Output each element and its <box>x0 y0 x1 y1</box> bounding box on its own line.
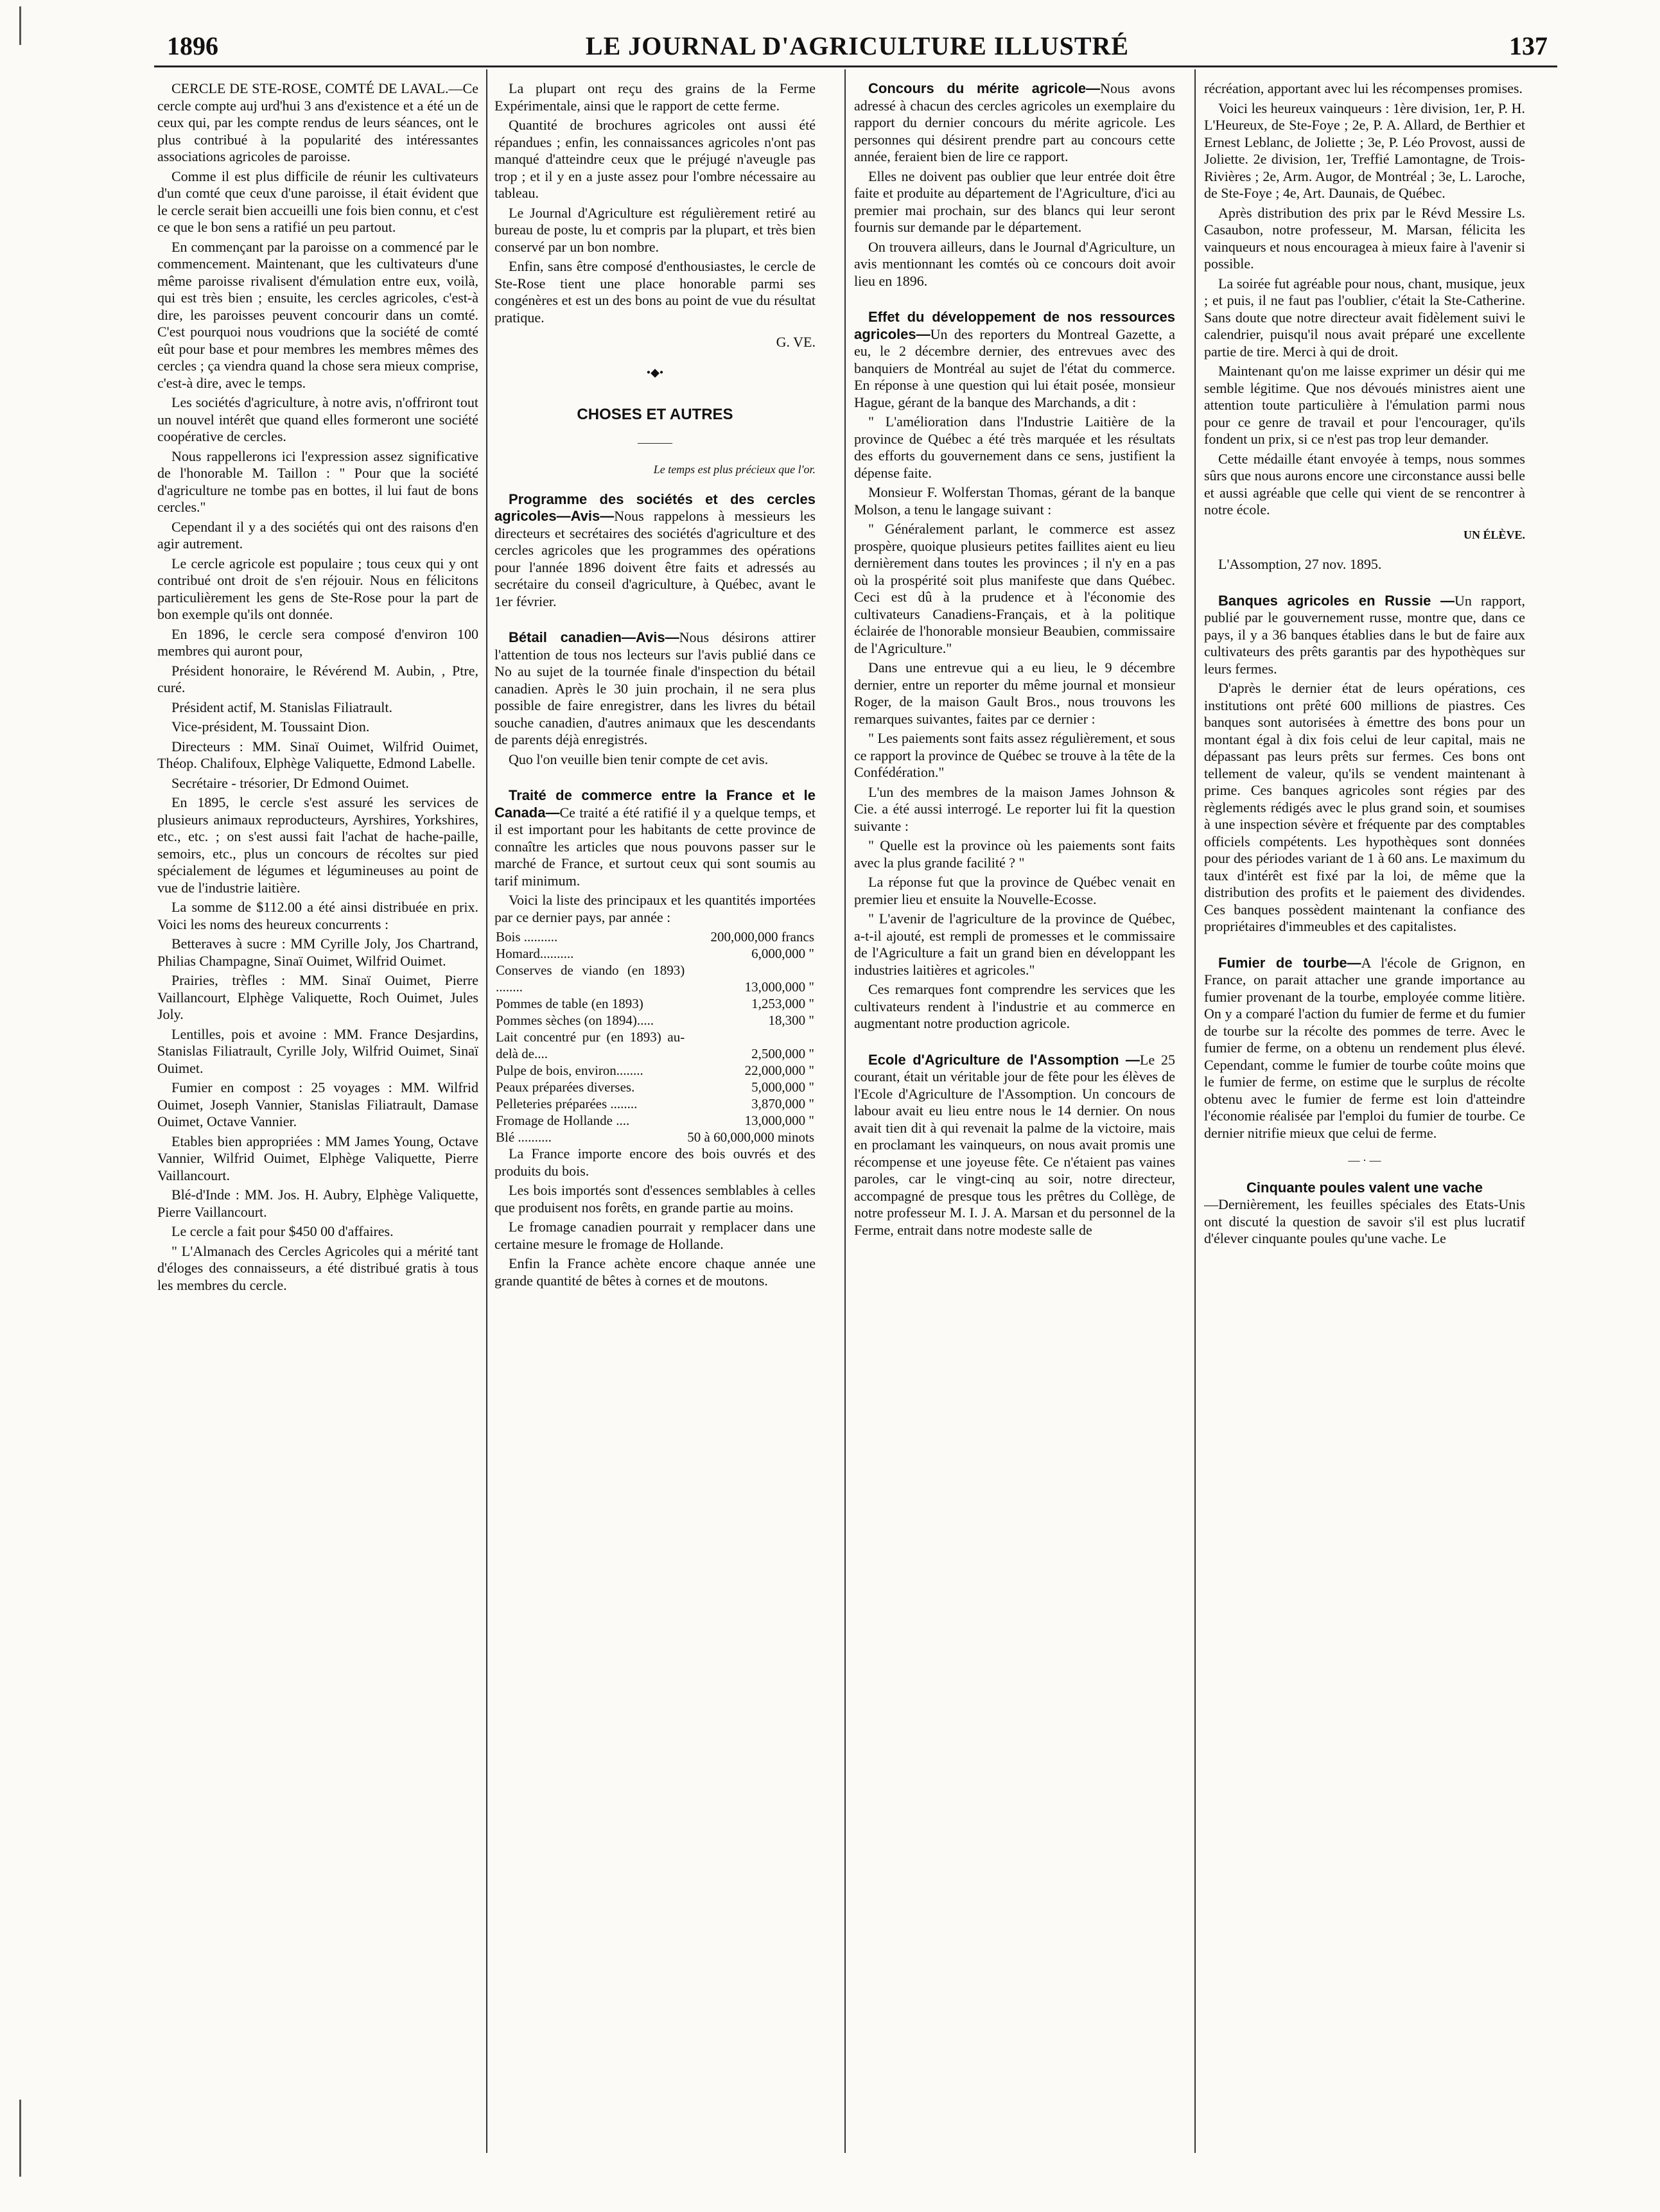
paragraph: Quantité de brochures agricoles ont aussi été répandues ; enfin, les connaissances agricoles n'ont pas manqué d'atteindre ceux que le préjugé n'aveugle pas trop ; et il y en a juste assez pour l'ombre nécessaire au tableau. <box>494 117 816 201</box>
paragraph: Enfin la France achète encore chaque année une grande quantité de bêtes à cornes et de moutons. <box>494 1255 816 1289</box>
paragraph: CERCLE DE STE-ROSE, COMTÉ DE LAVAL.—Ce cercle compte auj urd'hui 3 ans d'existence et a été un de ceux qui, par les compte rendus de leurs séances, ont le plus contribué à la popularité des intéressantes associations agricoles de paroisse. <box>157 80 478 164</box>
header-rule <box>154 65 1557 67</box>
paragraph: Lentilles, pois et avoine : MM. France Desjardins, Stanislas Filiatrault, Cyrille Joly, Wilfrid Ouimet, Sinaï Ouimet. <box>157 1025 478 1076</box>
import-item: Homard.......... <box>496 946 574 961</box>
signature: UN ÉLÈVE. <box>1463 528 1525 541</box>
imports-table <box>494 928 816 1145</box>
paragraph: Président actif, M. Stanislas Filiatrault. <box>171 699 393 715</box>
paragraph: Dans une entrevue qui a eu lieu, le 9 décembre dernier, entre un reporter du même journal et monsieur Roger, de la maison Gault Bros., nous trouvons les remarques suivantes, faites par ce dernier : <box>854 659 1175 727</box>
paragraph: Voici la liste des principaux et les quantités importées par ce dernier pays, par année : <box>494 892 816 925</box>
paragraph: La France importe encore des bois ouvrés et des produits du bois. <box>494 1145 816 1179</box>
import-value: 200,000,000 francs <box>710 929 814 945</box>
article-heading: Programme des sociétés et des cercles agricoles—Avis— <box>494 491 816 524</box>
paragraph: La plupart ont reçu des grains de la Ferme Expérimentale, ainsi que le rapport de cette ferme. <box>494 80 816 114</box>
paragraph: " L'avenir de l'agriculture de la province de Québec, a-t-il ajouté, est rempli de promesses et le commissaire de l'Agriculture a fait un grand bien en développant les industries laitières et agricoles." <box>854 910 1175 978</box>
paragraph: Comme il est plus difficile de réunir les cultivateurs d'un comté que ceux d'une paroisse, il était évident que le cercle serait bien accueilli une fois bien connu, et c'est ce que le bon sens a ratifié un peu partout. <box>157 168 478 235</box>
table-row <box>494 928 816 945</box>
import-item: Lait concentré pur (en 1893) au-delà de.... <box>496 1029 685 1061</box>
paragraph: Le fromage canadien pourrait y remplacer dans une certaine mesure le fromage de Hollande. <box>494 1219 816 1252</box>
article-heading: Concours du mérite agricole— <box>868 80 1101 96</box>
paragraph: Le 25 courant, était un véritable jour de fête pour les élèves de l'Ecole d'Agriculture de l'Assomption. Un concours de labour avait eu lieu entre nous le 14 dernier. On nous avait tien dit à qui revenait la palme de la victoire, mais en proclamant les vainqueurs, on nous avait promis une récompense et une joyeuse fête. Ce n'étaient pas vaines paroles, car le vingt-cinq au soir, notre directeur, accompagné de presque tous les prêtres du Collège, de notre professeur M. I. J. A. Marsan et du personnel de la Ferme, entrait dans notre modeste salle de <box>854 1051 1175 1238</box>
section-title: CHOSES ET AUTRES <box>577 406 733 423</box>
signature: G. VE. <box>776 334 816 350</box>
table-row <box>494 1129 816 1145</box>
table-row <box>494 945 816 962</box>
import-item: Pulpe de bois, environ........ <box>496 1063 643 1078</box>
paragraph: En 1896, le cercle sera composé d'environ 100 membres qui auront pour, <box>157 625 478 659</box>
import-item: Pelleteries préparées ........ <box>496 1096 638 1111</box>
ornament: •◆• <box>646 365 664 379</box>
paragraph: Betteraves à sucre : MM Cyrille Joly, Jos Chartrand, Philias Champagne, Sinaï Ouimet, Wilfrid Ouimet. <box>157 936 478 969</box>
paragraph: Le cercle agricole est populaire ; tous ceux qui y ont contribué ont droit de s'en réjouir. Nous en félicitons particulièrement les gens de Ste-Rose pour la part de bon exemple qu'ils ont donnée. <box>157 555 478 622</box>
paragraph: Les sociétés d'agriculture, à notre avis, n'offriront tout un nouvel intérêt que quand elles formeront une société coopérative de cercles. <box>157 394 478 444</box>
import-value: 2,500,000 " <box>751 1046 814 1061</box>
paragraph: En 1895, le cercle s'est assuré les services de plusieurs animaux reproducteurs, Ayrshires, Yorkshires, etc., etc. ; on s'est aussi fait l'achat de hache-paille, semoirs, etc., plus un concours de récoltes sur pied spécialement de légumes et légumineuses au point de vue de l'industrie laitière. <box>157 794 478 896</box>
paragraph: Fumier en compost : 25 voyages : MM. Wilfrid Ouimet, Joseph Vannier, Stanislas Filiatrault, Damase Ouimet, Octave Vannier. <box>157 1079 478 1129</box>
paragraph: Blé-d'Inde : MM. Jos. H. Aubry, Elphège Valiquette, Pierre Vaillancourt. <box>157 1187 478 1220</box>
margin-mark <box>19 6 21 45</box>
paragraph: " Généralement parlant, le commerce est assez prospère, quoique plusieurs petites faillites aient eu lieu dernièrement dans toutes les provinces ; il n'y en a pas où la prospérité soit plus manifeste que dans Québec. Ceci est dû à la prudence et à l'économie des cultivateurs Canadiens-Français, et à la politique éclairée de l'honorable monsieur Beaubien, commissaire de l'Agriculture." <box>854 521 1175 656</box>
paragraph: Président honoraire, le Révérend M. Aubin, , Ptre, curé. <box>157 662 478 695</box>
paragraph: D'après le dernier état de leurs opérations, ces institutions ont prêté 600 millions de piastres. Ces banques sont autorisées à émettre des bons pour un montant égal à dix fois celui de leur capital, mais ne dépassant pas leurs prêts sur fermes. Ces bons ont tellement de valeur, qu'ils se vendent maintenant à prime. Ces banques agricoles sont régies par des règlements rédigés avec le plus grand soin, et soumises à une inspection sévère et fréquente par des comptables officiels compétents. Les hypothèques sont données pour des périodes variant de 1 à 60 ans. Le maximum du taux d'intérêt est fixé par la loi, de même que la distribution des profits et le paiement des dividendes. Ces banques possèdent maintenant la confiance des propriétaires d'immeubles et des capitalistes. <box>1204 680 1525 934</box>
paragraph: A l'école de Grignon, en France, on parait attacher une grande importance au fumier provenant de la tourbe, employée comme litière. On y a comparé l'action du fumier de ferme et du fumier de tourbe sur la récolte des pommes de terre. Avec le fumier de ferme, on a obtenu un rendement plus élevé. Cependant, comme le fumier de tourbe coûte moins que le fumier de ferme, on estime que le surplus de récolte obtenu avec le fumier de ferme est loin d'atteindre l'économie réalisée par l'emploi du fumier de tourbe. Ce dernier nitrifie mieux que celui de ferme. <box>1204 954 1525 1141</box>
paragraph: Maintenant qu'on me laisse exprimer un désir qui me semble légitime. Que nos dévoués ministres aient une attention toute particulière à l'émulation parmi nous pour ce genre de travail et pour l'encourager, qu'ils fondent un prix, si ce n'est pas trop leur demander. <box>1204 363 1525 447</box>
table-row <box>494 1029 816 1062</box>
import-value: 5,000,000 " <box>751 1079 814 1095</box>
paragraph: " Les paiements sont faits assez régulièrement, et sous ce rapport la province de Québec se trouve à la tête de la Confédération." <box>854 730 1175 780</box>
article-heading: Traité de commerce entre la France et le Canada— <box>494 787 816 821</box>
table-row <box>494 1095 816 1112</box>
import-item: Peaux préparées diverses. <box>496 1079 635 1095</box>
paragraph: Vice-président, M. Toussaint Dion. <box>171 718 370 735</box>
paragraph: Cette médaille étant envoyée à temps, nous sommes sûrs que nous aurons encore une circonstance aussi belle et aussi agréable que celle qui vient de se rencontrer à notre école. <box>1204 450 1525 518</box>
paragraph: Elles ne doivent pas oublier que leur entrée doit être faite et produite au département de l'Agriculture, d'ici au premier mai prochain, sur des blancs qui leur seront fournis sur demande par le département. <box>854 168 1175 235</box>
paragraph: Ce traité a été ratifié il y a quelque temps, et il est important pour les habitants de cette province de connaître les articles que nous pouvons passer sur le marché de France, et surtout ceux qui sont soumis au tarif minimum. <box>494 804 816 889</box>
import-item: Bois .......... <box>496 929 558 945</box>
paragraph: La soirée fut agréable pour nous, chant, musique, jeux ; et puis, il ne faut pas l'oublier, c'était la Ste-Catherine. Sans doute que notre directeur avait fidèlement suivi le calendrier, puisqu'il nous avait préparé une excellente partie de tire. Merci à qui de droit. <box>1204 275 1525 360</box>
article-heading: Fumier de tourbe— <box>1218 954 1361 971</box>
paragraph: Prairies, trèfles : MM. Sinaï Ouimet, Pierre Vaillancourt, Elphège Valiquette, Roch Ouimet, Jules Joly. <box>157 972 478 1022</box>
paragraph: " L'Almanach des Cercles Agricoles qui a mérité tant d'éloges des connaisseurs, a été distribué gratis à tous les membres du cercle. <box>157 1242 478 1293</box>
table-row <box>494 995 816 1012</box>
header-title: LE JOURNAL D'AGRICULTURE ILLUSTRÉ <box>585 31 1130 60</box>
paragraph: Le Journal d'Agriculture est régulièrement retiré au bureau de poste, lu et compris par la plupart, et très bien conservé par un bon nombre. <box>494 204 816 255</box>
paragraph: Ces remarques font comprendre les services que les cultivateurs rendent à l'industrie et au commerce en augmentant notre production agricole. <box>854 981 1175 1031</box>
section-rule: — · — <box>1348 1154 1381 1167</box>
paragraph: Les bois importés sont d'essences semblables à celles que produisent nos forêts, en grande partie au moins. <box>494 1182 816 1215</box>
paragraph: Nous avons adressé à chacun des cercles agricoles un exemplaire du rapport du dernier concours du mérite agricole. Les personnes qui désirent prendre part au concours cette année, feraient bien de lire ce rapport. <box>854 80 1175 164</box>
margin-mark <box>19 2100 21 2177</box>
import-item: Pommes sèches (on 1894)..... <box>496 1013 654 1028</box>
header-year: 1896 <box>167 31 218 60</box>
table-row <box>494 1079 816 1095</box>
import-value: 6,000,000 " <box>751 946 814 961</box>
paragraph: Directeurs : MM. Sinaï Ouimet, Wilfrid Ouimet, Théop. Chalifoux, Elphège Valiquette, Edmond Labelle. <box>157 738 478 771</box>
import-value: 13,000,000 " <box>744 979 814 995</box>
page-header <box>167 26 1548 64</box>
column-3 <box>854 80 1175 2154</box>
import-value: 13,000,000 " <box>744 1113 814 1128</box>
paragraph: Voici les heureux vainqueurs : 1ère division, 1er, P. H. L'Heureux, de Ste-Foye ; 2e, P. A. Allard, de Berthier et Ernest Leblanc, de Joliette ; 3e, P. Léo Provost, aussi de Joliette. 2e division, 1er, Treffié Lamontagne, de Trois-Rivières ; 2e, Arm. Augor, de Montréal ; 3e, L. Laroche, de Ste-Foye ; 4e, Art. Daunais, de Québec. <box>1204 100 1525 201</box>
table-row <box>494 1062 816 1079</box>
paragraph: —Dernièrement, les feuilles spéciales des Etats-Unis ont discuté la question de savoir s'il est plus lucratif d'élever cinquante poules qu'une vache. Le <box>1204 1196 1525 1246</box>
dateline: L'Assomption, 27 nov. 1895. <box>1218 556 1382 572</box>
header-page-number: 137 <box>1509 31 1548 60</box>
paragraph: " Quelle est la province où les paiements sont faits avec la plus grande facilité ? " <box>854 837 1175 871</box>
column-divider <box>486 69 487 2153</box>
paragraph: On trouvera ailleurs, dans le Journal d'Agriculture, un avis mentionnant les comtés où ce concours doit avoir lieu en 1896. <box>854 238 1175 289</box>
paragraph: Nous rappelons à messieurs les directeurs et secrétaires des sociétés d'agriculture et des cercles agricoles que les programmes des opérations pour l'année 1896 doivent être faits et adressés au secrétaire du conseil d'agriculture, à Québec, avant le 1er février. <box>494 508 816 609</box>
paragraph: La réponse fut que la province de Québec venait en premier lieu et ensuite la Nouvelle-Ecosse. <box>854 874 1175 907</box>
article-heading: Banques agricoles en Russie — <box>1218 592 1455 609</box>
paragraph: Quo l'on veuille bien tenir compte de cet avis. <box>509 751 769 767</box>
paragraph: Nous rappellerons ici l'expression assez significative de l'honorable M. Taillon : " Pour que la société d'agriculture ne tombe pas en bottes, il lui faut de bons cercles." <box>157 448 478 515</box>
import-value: 22,000,000 " <box>744 1063 814 1078</box>
paragraph: Secrétaire - trésorier, Dr Edmond Ouimet. <box>171 774 409 791</box>
import-item: Conserves de viando (en 1893) ........ <box>496 962 685 995</box>
column-divider <box>844 69 846 2153</box>
import-value: 3,870,000 " <box>751 1096 814 1111</box>
paragraph: Monsieur F. Wolferstan Thomas, gérant de la banque Molson, a tenu le langage suivant : <box>854 484 1175 518</box>
paragraph: L'un des membres de la maison James Johnson & Cie. a été aussi interrogé. Le reporter lui fit la question suivante : <box>854 783 1175 834</box>
import-value: 1,253,000 " <box>751 996 814 1011</box>
table-row <box>494 1012 816 1029</box>
section-rule: ——— <box>638 435 672 449</box>
paragraph: Enfin, sans être composé d'enthousiastes, le cercle de Ste-Rose tient une place honorable parmi ses congénères et est un des bons au point de vue du résultat pratique. <box>494 258 816 326</box>
table-row <box>494 1112 816 1129</box>
paragraph: Cependant il y a des sociétés qui ont des raisons d'en agir autrement. <box>157 518 478 552</box>
epigraph: Le temps est plus précieux que l'or. <box>653 463 816 476</box>
paragraph: Nous désirons attirer l'attention de tous nos lecteurs sur l'avis publié dans ce No au sujet de la tournée finale d'inspection du bétail canadien. Après le 30 juin prochain, il ne sera plus possible de faire enregistrer, dans les livres du bétail souche canadien, d'autres animaux que les descendants de parents déjà enregistrés. <box>494 629 816 747</box>
paragraph: Un rapport, publié par le gouvernement russe, montre que, dans ce pays, il y a 36 banques établies dans le but de faire aux cultivateurs des prêts garantis par des hypothèques sur leurs fermes. <box>1204 592 1525 677</box>
column-2 <box>494 80 816 2154</box>
import-item: Pommes de table (en 1893) <box>496 996 643 1011</box>
paragraph: récréation, apportant avec lui les récompenses promises. <box>1204 80 1523 96</box>
article-heading: Cinquante poules valent une vache <box>1246 1179 1483 1196</box>
paragraph: " L'amélioration dans l'Industrie Laitière de la province de Québec a été très marquée et les résultats des efforts du gouvernement dans ce sens, justifient la dépense faite. <box>854 414 1175 481</box>
paragraph: En commençant par la paroisse on a commencé par le commencement. Maintenant, que les cultivateurs d'une même paroisse rivalisent d'émulation entre eux, voilà, qui est très bien ; ensuite, les cercles agricoles, c'est-à dire, les paroisses peuvent concourir dans un comté. C'est pourquoi nous voudrions que la société de comté eût pour base et pour membres les membres mêmes des cercles ; ça viendra quand la chose sera mieux comprise, c'est-à dire, avec le temps. <box>157 238 478 391</box>
paragraph: Un des reporters du Montreal Gazette, a eu, le 2 décembre dernier, des entrevues avec des banquiers de Montréal au sujet de l'état du commerce. En réponse à une question qui lui était posée, monsieur Hague, gérant de la banque des Marchands, a dit : <box>854 326 1175 410</box>
paragraph: La somme de $112.00 a été ainsi distribuée en prix. Voici les noms des heureux concurrents : <box>157 899 478 932</box>
table-row <box>494 962 816 995</box>
paragraph: Le cercle a fait pour $450 00 d'affaires. <box>171 1223 394 1239</box>
import-value: 50 à 60,000,000 minots <box>687 1129 814 1145</box>
column-4 <box>1204 80 1525 2154</box>
article-heading: Ecole d'Agriculture de l'Assomption — <box>868 1051 1140 1068</box>
article-heading: Effet du développement de nos ressources agricoles— <box>854 309 1175 342</box>
import-item: Fromage de Hollande .... <box>496 1113 630 1128</box>
import-value: 18,300 " <box>768 1013 814 1028</box>
paragraph: Etables bien appropriées : MM James Young, Octave Vannier, Wilfrid Ouimet, Elphège Valiquette, Pierre Vaillancourt. <box>157 1133 478 1183</box>
import-item: Blé .......... <box>496 1129 552 1145</box>
paragraph: Après distribution des prix par le Révd Messire Ls. Casaubon, notre professeur, M. Marsan, félicita les vainqueurs et nous encouragea à mieux faire à l'avenir si possible. <box>1204 204 1525 272</box>
article-heading: Bétail canadien—Avis— <box>509 629 679 645</box>
column-divider <box>1194 69 1196 2153</box>
column-1 <box>157 80 478 2154</box>
